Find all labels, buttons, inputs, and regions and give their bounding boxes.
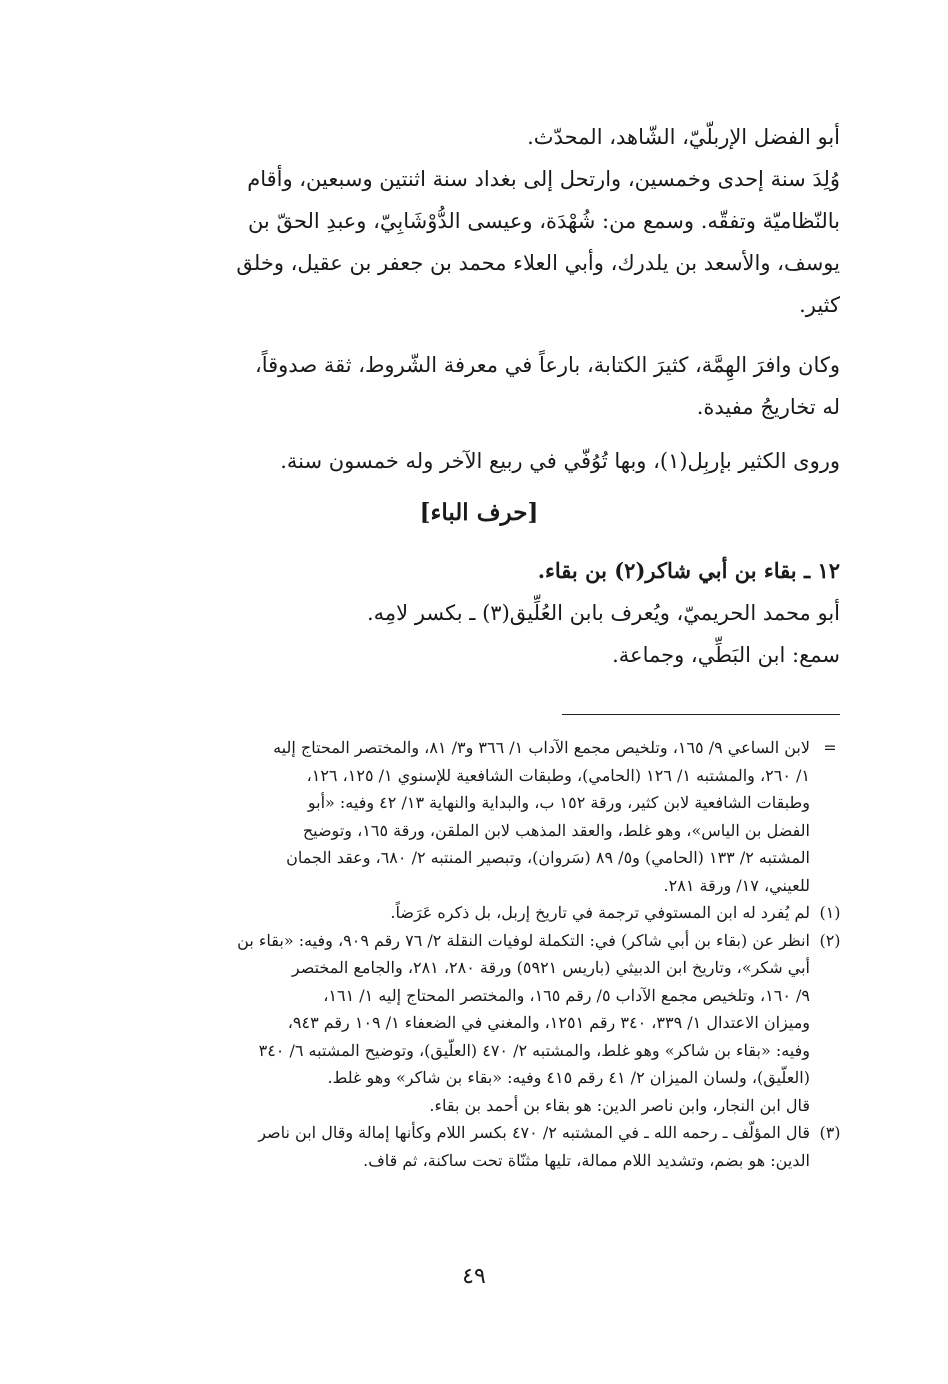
body-line: وكان وافرَ الهِمَّة، كثيرَ الكتابة، بارعاً في معرفة الشّروط، ثقة صدوقاً، [254, 353, 840, 377]
body-line: يوسف، والأسعد بن يلدرك، وأبي العلاء محمد بن جعفر بن عقيل، وخلق [236, 251, 840, 275]
footnote-line: قال المؤلّف ـ رحمه الله ـ في المشتبه ٢/ ٤٧٠ بكسر اللام وكأنها إمالة وقال ابن ناصر [258, 1123, 810, 1142]
body-line: سمع: ابن البَطِّي، وجماعة. [612, 643, 840, 667]
body-line: أبو محمد الحريميّ، ويُعرف بابن العُلِّيق(٣) ـ بكسر لامِه. [367, 601, 840, 625]
footnote-text [110, 927, 810, 1120]
footnote-line: الدين: هو بضم، وتشديد اللام ممالة، تليها مثنّاة تحت ساكنة، ثم قاف. [363, 1150, 810, 1170]
footnote-line: الفضل بن الياس»، وهو غلط، والعقد المذهب لابن الملقن، ورقة ١٦٥، وتوضيح [302, 820, 810, 840]
footnote-line: (العلّيق)، ولسان الميزان ٢/ ٤١ رقم ٤١٥ وفيه: «بقاء بن شاكر» وهو غلط. [327, 1068, 810, 1087]
footnote-line: ٩/ ١٦٠، وتلخيص مجمع الآداب ٥/ رقم ١٦٥، والمختصر المحتاج إليه ١/ ١٦١، [323, 985, 810, 1005]
body-line: له تخاريجُ مفيدة. [696, 395, 840, 419]
body-line: وُلِدَ سنة إحدى وخمسين، وارتحل إلى بغداد سنة اثنتين وسبعين، وأقام [247, 167, 840, 191]
entry-title: ١٢ ـ بقاء بن أبي شاكر(٢) بن بقاء. [537, 558, 840, 583]
footnote-marker: (٣) [819, 1123, 841, 1142]
footnote-line: لم يُفرد له ابن المستوفي ترجمة في تاريخ إربل، بل ذكره عَرَضاً. [390, 903, 810, 922]
footnote-text [110, 1119, 810, 1174]
footnote-line: للعيني، ١٧/ ورقة ٢٨١. [663, 875, 810, 895]
footnote-2 [110, 927, 850, 1120]
footnote-marker: (٢) [819, 930, 841, 950]
footnote-line: أبي شكر»، وتاريخ ابن الدبيثي (باريس ٥٩٢١) ورقة ٢٨٠، ٢٨١، والجامع المختصر [291, 958, 810, 977]
footnote-separator [562, 714, 840, 715]
footnote-marker: = [823, 738, 837, 757]
footnote-line: ١/ ٢٦٠، والمشتبه ١/ ١٢٦ (الحامي)، وطبقات الشافعية للإسنوي ١/ ١٢٥، ١٢٦، [306, 765, 810, 785]
footnote-continuation [110, 734, 850, 899]
footnote-line: انظر عن (بقاء بن أبي شاكر) في: التكملة لوفيات النقلة ٢/ ٧٦ رقم ٩٠٩، وفيه: «بقاء بن [237, 930, 810, 950]
footnotes [110, 734, 850, 1174]
entry-block [118, 550, 840, 676]
body-line: كثير. [799, 293, 840, 317]
footnote-line: المشتبه ٢/ ١٣٣ (الحامي) و٥/ ٨٩ (سَروان)، وتبصير المنتبه ٢/ ٦٨٠، وعقد الجمان [286, 848, 810, 867]
footnote-line: وفيه: «بقاء بن شاكر» وهو غلط، والمشتبه ٢/ ٤٧٠ (العلّيق)، وتوضيح المشتبه ٦/ ٣٤٠ [258, 1040, 810, 1060]
footnote-1 [110, 899, 850, 927]
section-heading: [حرف الباء] [419, 499, 539, 526]
biography-paragraph-1 [118, 116, 840, 326]
footnote-line: وطبقات الشافعية لابن كثير، ورقة ١٥٢ ب، والبداية والنهاية ١٣/ ٤٢ وفيه: «أبو [307, 793, 810, 812]
page-number: ٤٩ [462, 1264, 486, 1289]
biography-paragraph-3 [118, 440, 840, 482]
footnote-text [110, 734, 810, 899]
body-line: بالنّظاميّة وتفقّه. وسمع من: شُهْدَة، وعيسى الدُّوْشَابِيّ، وعبدِ الحقّ بن [247, 209, 840, 233]
footnote-marker: (١) [819, 903, 841, 922]
footnote-line: وميزان الاعتدال ١/ ٣٣٩، ٣٤٠ رقم ١٢٥١، والمغني في الضعفاء ١/ ١٠٩ رقم ٩٤٣، [287, 1013, 810, 1032]
footnote-line: قال ابن النجار، وابن ناصر الدين: هو بقاء بن أحمد بن بقاء. [429, 1095, 810, 1115]
body-line: وروى الكثير بإربِل(١)، وبها تُوُفّي في ربيع الآخر وله خمسون سنة. [280, 449, 840, 473]
biography-paragraph-2 [118, 344, 840, 428]
footnote-3 [110, 1119, 850, 1174]
footnote-text [110, 899, 810, 927]
footnote-line: لابن الساعي ٩/ ١٦٥، وتلخيص مجمع الآداب ١/ ٣٦٦ و٣/ ٨١، والمختصر المحتاج إليه [273, 738, 810, 757]
body-line: أبو الفضل الإربلّيّ، الشّاهد، المحدّث. [527, 125, 840, 149]
